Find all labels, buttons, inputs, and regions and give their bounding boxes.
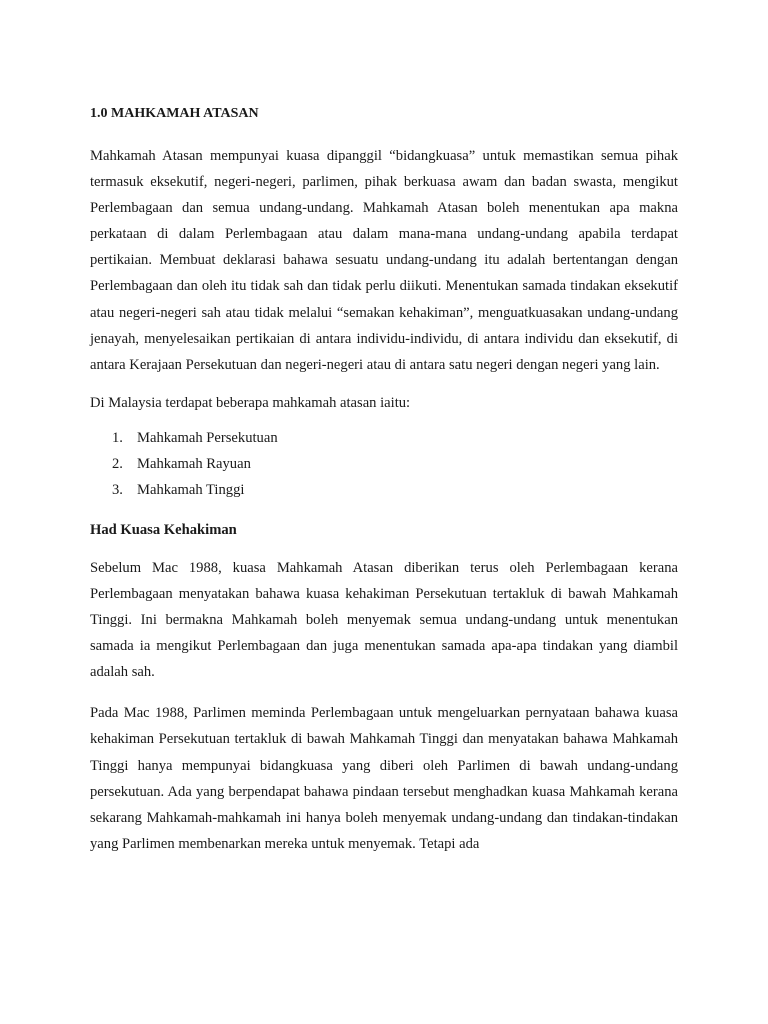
list-item-number: 3. <box>112 481 123 498</box>
list-item-label: Mahkamah Rayuan <box>137 455 251 472</box>
courts-intro: Di Malaysia terdapat beberapa mahkamah atasan iaitu: <box>90 394 411 411</box>
paragraph-before-1988: Sebelum Mac 1988, kuasa Mahkamah Atasan diberikan terus oleh Perlembagaan kerana Perlembagaan menyatakan bahawa kuasa kehakiman Persekutuan tertakluk di bawah Mahkamah Tinggi. Ini bermakna Mahkamah boleh menyemak semua undang-undang untuk menentukan samada ia mengikut Perlembagaan dan juga menentukan samada apa-apa tindakan yang diambil adalah sah. <box>90 559 678 681</box>
document-page <box>90 104 678 857</box>
paragraph-bidangkuasa: Mahkamah Atasan mempunyai kuasa dipanggil “bidangkuasa” untuk memastikan semua pihak termasuk eksekutif, negeri-negeri, parlimen, pihak berkuasa awam dan badan swasta, mengikut Perlembagaan dan semua undang-undang. Mahkamah Atasan boleh menentukan apa makna perkataan di dalam Perlembagaan atau dalam mana-mana undang-undang apabila terdapat pertikaian. Membuat deklarasi bahawa sesuatu undang-undang itu adalah bertentangan dengan Perlembagaan dan oleh itu tidak sah dan tidak perlu diikuti. Menentukan samada tindakan eksekutif atau negeri-negeri sah atau tidak melalui “semakan kehakiman”, menguatkuasakan undang-undang jenayah, menyelesaikan pertikaian di antara individu-individu, di antara individu dan eksekutif, di antara Kerajaan Persekutuan dan negeri-negeri atau di antara satu negeri dengan negeri yang lain. <box>90 148 678 373</box>
list-item-label: Mahkamah Persekutuan <box>137 429 278 446</box>
list-item-number: 2. <box>112 455 123 472</box>
section-heading: 1.0 MAHKAMAH ATASAN <box>90 106 259 121</box>
list-item-label: Mahkamah Tinggi <box>137 481 245 498</box>
subsection-heading: Had Kuasa Kehakiman <box>90 521 237 538</box>
list-item <box>90 425 678 451</box>
list-item <box>90 477 678 503</box>
list-item <box>90 451 678 477</box>
list-item-number: 1. <box>112 429 123 446</box>
courts-list <box>90 425 678 503</box>
paragraph-march-1988: Pada Mac 1988, Parlimen meminda Perlembagaan untuk mengeluarkan pernyataan bahawa kuasa kehakiman Persekutuan tertakluk di bawah Mahkamah Tinggi dan menyatakan bahawa Mahkamah Tinggi hanya mempunyai bidangkuasa yang diberi oleh Parlimen di bawah undang-undang persekutuan. Ada yang berpendapat bahawa pindaan tersebut menghadkan kuasa Mahkamah kerana sekarang Mahkamah-mahkamah ini hanya boleh menyemak undang-undang dan tindakan-tindakan yang Parlimen membenarkan mereka untuk menyemak. Tetapi ada <box>90 705 678 852</box>
